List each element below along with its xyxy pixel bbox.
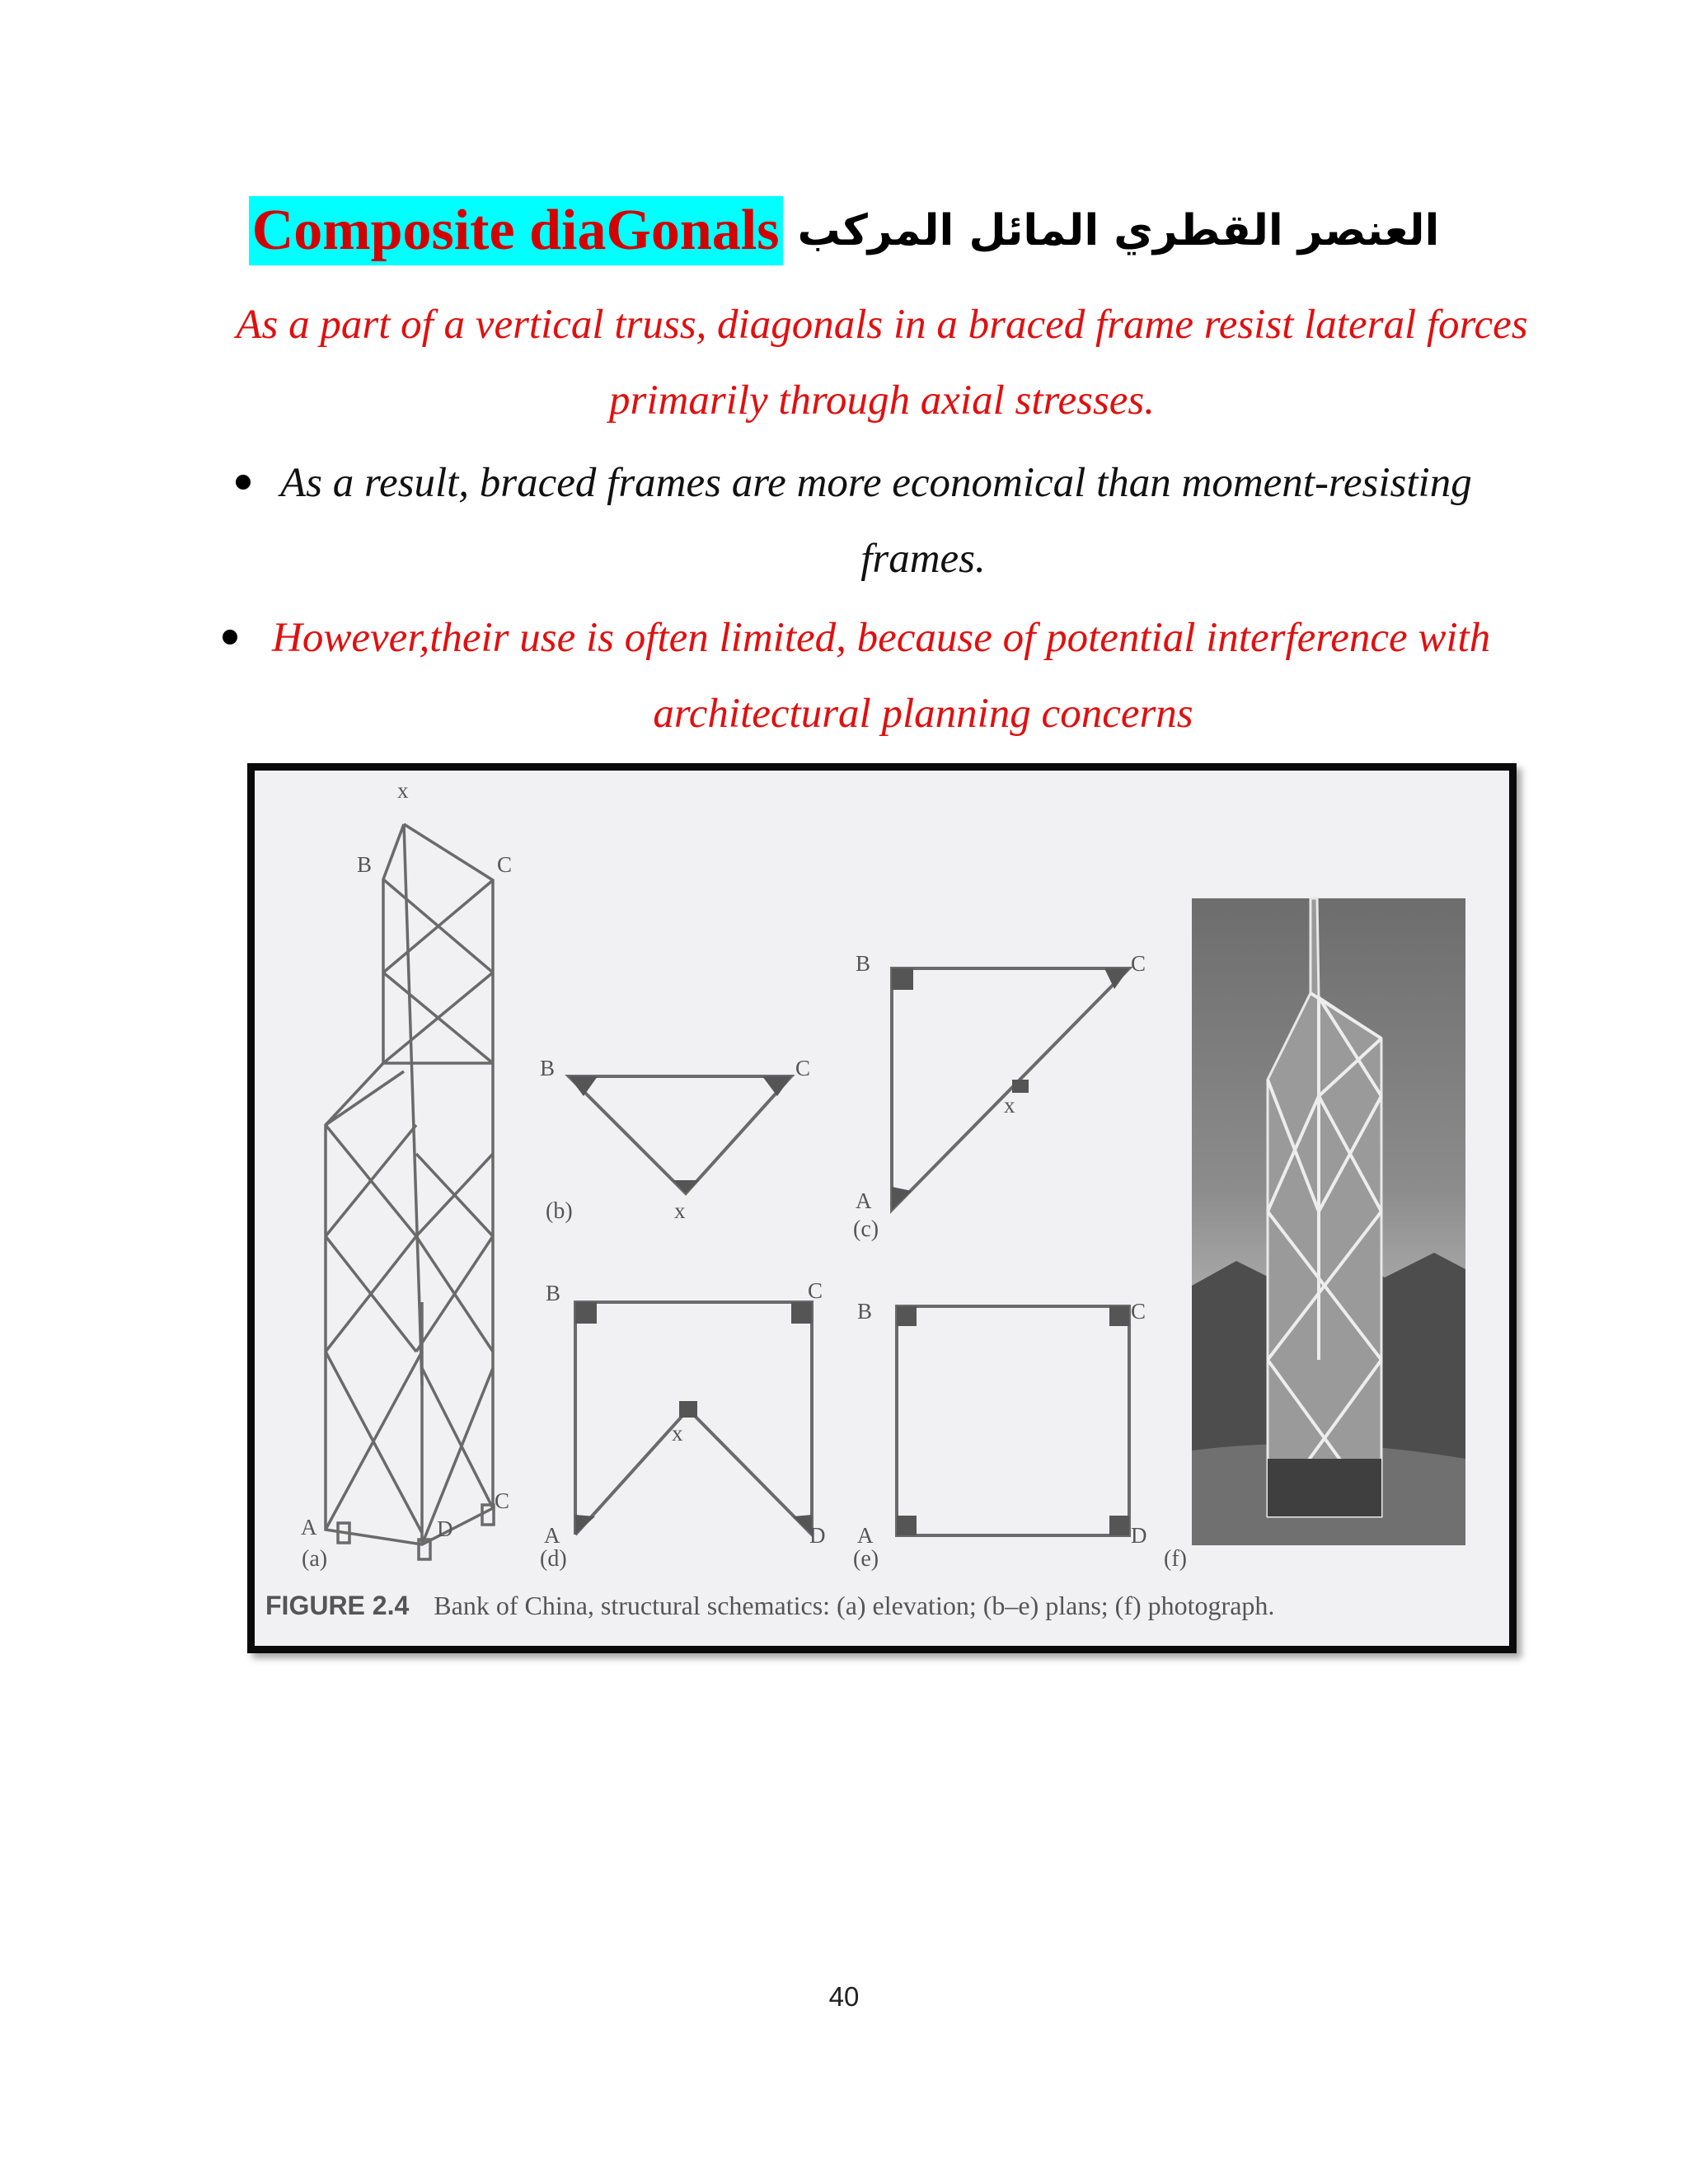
label-A-c: A	[856, 1188, 872, 1213]
panel-label-c: (c)	[853, 1216, 879, 1242]
heading-english: Composite diaGonals	[249, 196, 783, 265]
label-B-c: B	[856, 951, 871, 976]
heading-arabic: العنصر القطري المائل المركب	[797, 206, 1440, 255]
panel-label-f: (f)	[1164, 1546, 1187, 1572]
bullet-1-line-2: frames.	[860, 536, 986, 582]
intro-line-2: primarily through axial stresses.	[608, 377, 1156, 424]
figure-caption-label: FIGURE 2.4	[265, 1591, 410, 1620]
label-x-b: x	[674, 1198, 686, 1223]
panel-label-e: (e)	[853, 1546, 879, 1572]
plan-d-outline	[575, 1302, 812, 1535]
label-B-b: B	[540, 1056, 556, 1080]
label-C2-a: C	[495, 1488, 510, 1513]
label-C-c: C	[1131, 951, 1146, 976]
plan-c-triangle	[892, 968, 1129, 1210]
bullet-1-line-1: As a result, braced frames are more economical than moment-resisting	[280, 460, 1472, 506]
label-D-e: D	[1131, 1523, 1147, 1548]
label-C-a: C	[497, 852, 513, 877]
figure-caption-text: Bank of China, structural schematics: (a) elevation; (b–e) plans; (f) photograph.	[434, 1591, 1275, 1620]
label-x-c: x	[1004, 1093, 1015, 1118]
label-A-d: A	[544, 1523, 560, 1548]
label-B-a: B	[357, 852, 373, 877]
figure-caption	[265, 1591, 1274, 1621]
bullet-2-line-1: However,their use is often limited, because of potential interference with	[272, 615, 1491, 661]
intro-line-1: As a part of a vertical truss, diagonals in a braced frame resist lateral forces	[236, 302, 1528, 348]
panel-label-b: (b)	[546, 1198, 573, 1224]
label-C-d: C	[808, 1278, 823, 1303]
plan-b-triangle	[569, 1076, 791, 1193]
label-B-e: B	[857, 1299, 873, 1324]
plan-e-square	[897, 1306, 1129, 1535]
panel-label-d: (d)	[540, 1546, 567, 1572]
label-A-a: A	[301, 1515, 317, 1540]
label-A-e: A	[857, 1523, 874, 1548]
elevation-tower	[326, 824, 494, 1559]
label-D-a: D	[437, 1516, 453, 1541]
bank-of-china-photo	[1192, 898, 1465, 1545]
label-x-a: x	[397, 778, 409, 803]
label-C-e: C	[1131, 1299, 1146, 1324]
label-B-d: B	[546, 1281, 561, 1305]
page-number: 40	[828, 1981, 860, 2012]
label-x-d: x	[672, 1421, 683, 1446]
label-C-b: C	[795, 1056, 811, 1080]
bullet-2-line-2: architectural planning concerns	[653, 691, 1193, 737]
label-D-d: D	[809, 1523, 826, 1548]
panel-label-a: (a)	[302, 1546, 328, 1572]
